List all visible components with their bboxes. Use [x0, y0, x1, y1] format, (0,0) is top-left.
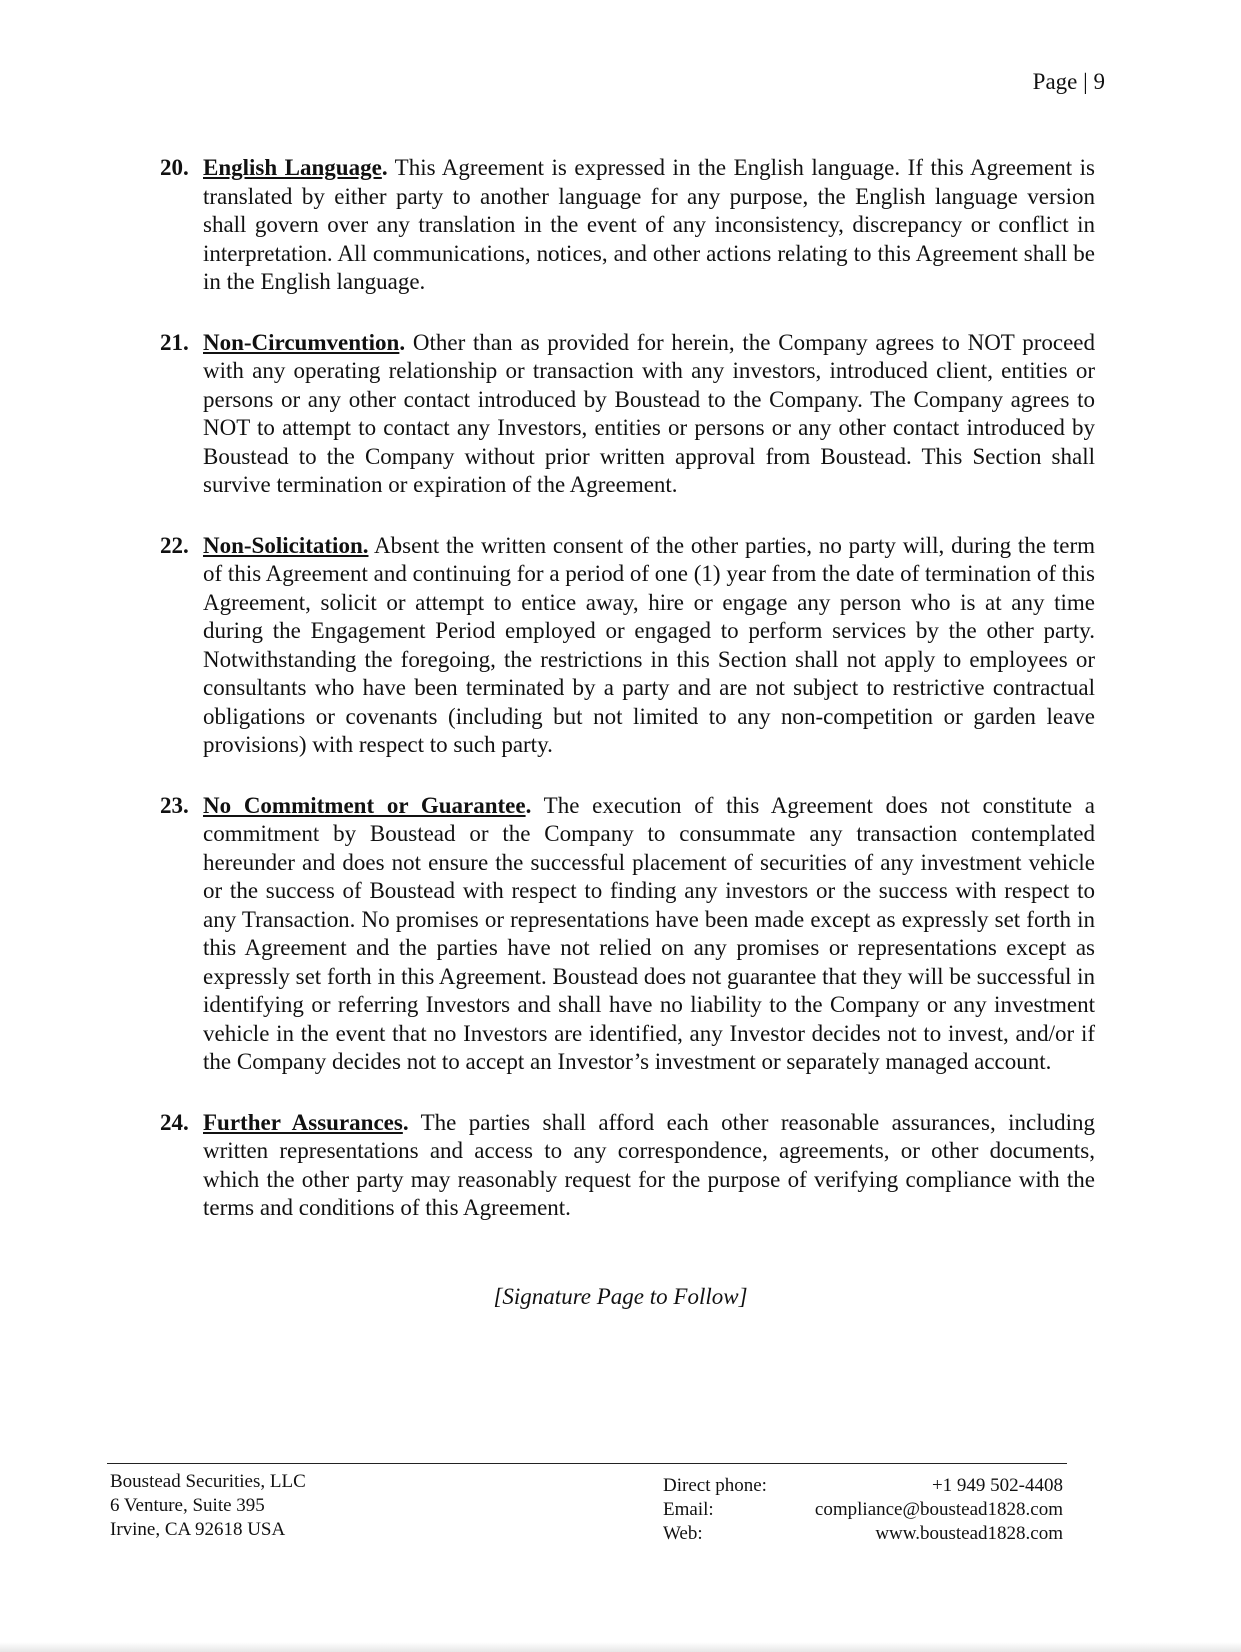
section-no-commitment	[160, 792, 1095, 1077]
section-body	[203, 329, 1095, 500]
agreement-sections	[160, 154, 1095, 1255]
section-title-separator: .	[381, 155, 388, 180]
contact-label: Email:	[663, 1499, 714, 1520]
contact-value: +1 949 502-4408	[931, 1475, 1063, 1496]
contact-label: Direct phone:	[663, 1475, 767, 1496]
section-body	[203, 1109, 1095, 1223]
section-further-assurances	[160, 1109, 1095, 1223]
contact-value: compliance@boustead1828.com	[814, 1499, 1063, 1520]
footer-address-line: 6 Venture, Suite 395	[110, 1495, 265, 1516]
section-number: 21.	[160, 329, 189, 355]
section-number: 24.	[160, 1109, 189, 1135]
section-text: The parties shall afford each other reasonable assurances, including written representations and access to any correspondence, agreements, or other documents, which the other party may reasonably request for the purpose of verifying compliance with the terms and conditions of this Agreement.	[203, 1109, 1096, 1220]
section-body	[203, 154, 1095, 297]
section-title-separator: .	[399, 329, 406, 355]
section-title: Further Assurances	[203, 1109, 403, 1135]
section-title-separator: .	[402, 1109, 409, 1135]
section-text: Other than as provided for herein, the Company agrees to NOT proceed with any operating relationship or transaction with any investors, introduced client, entities or persons or any other contact introduced by Boustead to the Company. The Company agrees to NOT to attempt to contact any Investors, entities or persons or any other contact introduced by Boustead to the Company without prior written approval from Boustead. This Section shall survive termination or expiration of the Agreement.	[203, 329, 1095, 497]
section-title-separator: .	[525, 792, 532, 818]
section-text: The execution of this Agreement does not constitute a commitment by Boustead or the Company to consummate any transaction contemplated hereunder and does not ensure the successful placement of securities of any investment vehicle or the success of Boustead with respect to finding any investors or the success with respect to any Transaction. No promises or representations have been made except as expressly set forth in this Agreement and the parties have not relied on any promises or representations except as expressly set forth in this Agreement. Boustead does not guarantee that they will be successful in identifying or referring Investors and shall have no liability to the Company or any investment vehicle in the event that no Investors are identified, any Investor decides not to invest, and/or if the Company decides not to accept an Investor’s investment or separately managed account.	[203, 792, 1095, 1074]
section-number: 20.	[160, 155, 189, 180]
signature-page-note: [Signature Page to Follow]	[493, 1284, 748, 1309]
contact-label: Web:	[663, 1523, 703, 1544]
footer-contacts	[663, 1474, 1063, 1546]
section-non-circumvention	[160, 329, 1095, 500]
section-non-solicitation	[160, 532, 1095, 760]
section-number: 22.	[160, 532, 189, 558]
section-title: Non-Solicitation.	[203, 532, 369, 558]
contact-row-web	[663, 1522, 1063, 1546]
footer-address	[110, 1470, 306, 1542]
footer-divider	[107, 1463, 1067, 1464]
contact-value: www.boustead1828.com	[875, 1523, 1063, 1544]
contact-row-phone	[663, 1474, 1063, 1498]
section-english-language	[160, 154, 1095, 297]
section-body	[203, 792, 1095, 1077]
section-number: 23.	[160, 792, 189, 818]
section-text: Absent the written consent of the other parties, no party will, during the term of this Agreement and continuing for a period of one (1) year from the date of termination of this Agreement, solicit or attempt to entice away, hire or engage any person who is at any time during the Engagement Period employed or engaged to perform services by the other party. Notwithstanding the foregoing, the restrictions in this Section shall not apply to employees or consultants who have been terminated by a party and are not subject to restrictive contractual obligations or covenants (including but not limited to any non-competition or garden leave provisions) with respect to such party.	[203, 532, 1096, 757]
section-title: English Language	[203, 155, 382, 180]
contact-row-email	[663, 1498, 1063, 1522]
section-text: This Agreement is expressed in the English language. If this Agreement is translated by either party to another language for any purpose, the English language version shall govern over any translation in the event of any inconsistency, discrepancy or conflict in interpretation. All communications, notices, and other actions relating to this Agreement shall be in the English language.	[203, 155, 1095, 294]
page-number: Page | 9	[1032, 69, 1105, 94]
footer-company: Boustead Securities, LLC	[110, 1471, 306, 1492]
section-title: Non-Circumvention	[203, 329, 400, 355]
footer-address-line: Irvine, CA 92618 USA	[110, 1519, 286, 1540]
scan-edge	[0, 1642, 1241, 1652]
section-title: No Commitment or Guarantee	[203, 792, 526, 818]
section-body	[203, 532, 1095, 760]
